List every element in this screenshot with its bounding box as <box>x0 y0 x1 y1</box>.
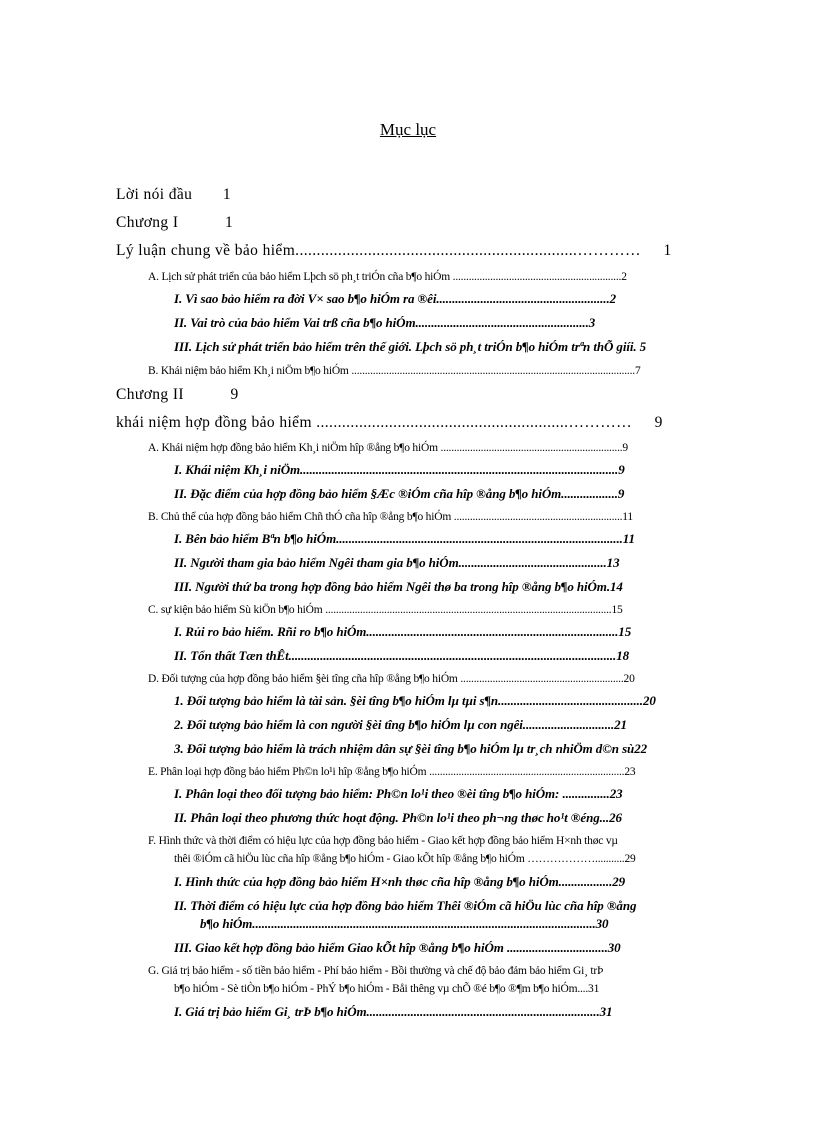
entry-page: 15 <box>618 624 632 639</box>
entry-page: 2 <box>621 271 627 283</box>
entry-dots: ................................ <box>506 940 608 955</box>
entry-text-cont: b¶o hiÓm - Sè tiÒn b¶o hiÓm - PhÝ b¶o hiÓm - Båi thêng vµ chÕ ®é b¶o ®¶m b¶o hiÓm <box>174 983 578 995</box>
entry-page: 23 <box>609 786 623 801</box>
entry-page: 1 <box>225 214 234 231</box>
toc-entry-2-b-iii[interactable] <box>174 578 774 596</box>
toc-entry-2-f-ii-cont[interactable] <box>200 915 768 933</box>
entry-text: II. Người tham gia bảo hiểm Ngêi tham gia b¶o hiÓm <box>174 555 459 570</box>
toc-entry-2-c-i[interactable] <box>174 623 774 641</box>
entry-page: 9 <box>617 486 625 501</box>
entry-page: 15 <box>611 604 623 616</box>
toc-entry-2-e-ii[interactable] <box>174 809 774 827</box>
entry-page: 13 <box>606 555 620 570</box>
entry-page: 9 <box>622 442 628 454</box>
entry-page: 31 <box>599 1004 613 1019</box>
entry-text: F. Hình thức và thời điểm có hiệu lực của hợp đồng bảo hiểm - Giao kết hợp đồng bảo hiểm H×nh thøc vµ <box>148 835 618 847</box>
entry-page: 21 <box>614 717 627 732</box>
entry-text: II. Đặc điểm của hợp đồng bảo hiểm §Æc ®iÓm cña hîp ®ång b¶o hiÓm <box>174 486 562 501</box>
toc-entry-2-f-iii[interactable] <box>174 939 774 957</box>
entry-dots: .... <box>577 983 589 995</box>
entry-dots: ............... <box>562 786 610 801</box>
entry-page: 23 <box>624 766 636 778</box>
entry-text: I. Vì sao bảo hiểm ra đời V× sao b¶o hiÓm ra ®êi <box>174 291 437 306</box>
entry-text: II. Thời điểm có hiệu lực của hợp đồng bảo hiểm Thêi ®iÓm cã hiÖu lùc cña hîp ®ång <box>174 898 637 913</box>
entry-text-cont: b¶o hiÓm <box>200 916 253 931</box>
entry-text: 1. Đối tượng bảo hiểm là tài sản. §èi tîng b¶o hiÓm lµ tµi s¶n. <box>174 693 502 708</box>
entry-dots: ............................................... <box>458 555 607 570</box>
entry-dots: ............................................................. <box>460 673 624 685</box>
entry-text: D. Đối tượng của hợp đồng bảo hiểm §èi tîng cña hîp ®ång b¶o hiÓm <box>148 673 458 685</box>
entry-dots: ................................................................................ <box>366 624 619 639</box>
entry-text: I. Bên bảo hiểm Bªn b¶o hiÓm <box>174 531 337 546</box>
entry-page: 14 <box>609 579 623 594</box>
toc-entry-2-f-ii[interactable] <box>174 897 774 915</box>
toc-entry-2-section-g[interactable] <box>148 962 788 980</box>
toc-entry-2-section-c[interactable] <box>148 601 770 619</box>
toc-entry-section-a[interactable] <box>148 268 770 286</box>
entry-dots: ...........................................................………… <box>316 414 633 431</box>
entry-text: Chương II <box>116 386 184 403</box>
toc-entry-2-d-1[interactable] <box>174 692 774 710</box>
entry-text: II. Vai trò của bảo hiểm Vai trß cña b¶o hiÓm <box>174 315 416 330</box>
entry-page: 30 <box>607 940 621 955</box>
entry-text: III. Lịch sử phát triển bảo hiểm trên thế giới. Lþch sö ph¸t triÓn b¶o hiÓm trªn thÕ giíi. 5 <box>174 339 647 354</box>
entry-dots: ............................................................................................................. <box>252 916 596 931</box>
entry-dots: ....................................................... <box>436 291 610 306</box>
entry-dots: .................................................................... <box>440 442 623 454</box>
toc-entry-2-f-i[interactable] <box>174 873 774 891</box>
entry-text: Lời nói đầu <box>116 186 193 203</box>
toc-entry-2-d-2[interactable] <box>174 716 774 734</box>
toc-entry-2-section-b[interactable] <box>148 508 770 526</box>
toc-entry-preface[interactable] <box>116 186 766 204</box>
entry-text: Chương I <box>116 214 179 231</box>
entry-text: B. Khái niệm bảo hiểm Kh¸i niÖm b¶o hiÓm <box>148 365 349 377</box>
toc-entry-2-e-i[interactable] <box>174 785 774 803</box>
entry-page: 31 <box>588 983 600 995</box>
entry-text: 2. Đối tượng bảo hiểm là con người §èi tîng b¶o hiÓm lµ con ngêi <box>174 717 523 732</box>
toc-entry-chapter-2-title[interactable] <box>116 414 766 432</box>
entry-text: I. Rủi ro bảo hiểm. Rñi ro b¶o hiÓm <box>174 624 367 639</box>
entry-dots: .. <box>602 810 610 825</box>
toc-entry-chapter-2[interactable] <box>116 386 766 404</box>
toc-title: Mục lục <box>379 120 437 139</box>
toc-entry-2-b-ii[interactable] <box>174 554 774 572</box>
toc-entry-2-d-3[interactable] <box>174 740 814 758</box>
entry-text: I. Giá trị bảo hiểm Gi¸ trÞ b¶o hiÓm <box>174 1004 367 1019</box>
entry-page: 26 <box>609 810 622 825</box>
toc-entry-2-g-i[interactable] <box>174 1003 774 1021</box>
toc-entry-2-section-f-cont[interactable] <box>174 850 768 868</box>
entry-page: 11 <box>622 511 633 523</box>
entry-page: 20 <box>623 673 635 685</box>
entry-text: I. Khái niệm Kh¸i niÖm <box>174 462 301 477</box>
entry-text: B. Chủ thể của hợp đồng bảo hiểm Chñ thÓ cña hîp ®ång b¶o hiÓm <box>148 511 452 523</box>
entry-text: A. Khái niệm hợp đồng bảo hiểm Kh¸i niÖm hîp ®ång b¶o hiÓm <box>148 442 438 454</box>
toc-entry-2-section-g-cont[interactable] <box>174 980 774 998</box>
entry-dots: .......................................................................................................... <box>351 365 635 377</box>
entry-page: 9 <box>654 414 663 431</box>
entry-page: 2 <box>609 291 617 306</box>
entry-text: III. Người thứ ba trong hợp đồng bảo hiểm Ngêi thø ba trong hîp ®ång b¶o hiÓm. <box>174 579 610 594</box>
entry-dots: ..................................................................................................... <box>300 462 619 477</box>
entry-dots: .......................................................................... <box>366 1004 600 1019</box>
toc-entry-chapter-1[interactable] <box>116 214 766 232</box>
entry-text: Lý luận chung về bảo hiểm <box>116 242 296 259</box>
entry-text-cont: thêi ®iÓm cã hiÖu lùc cña hîp ®ång b¶o hiÓm - Giao kÕt hîp ®ång b¶o hiÓm <box>174 853 525 865</box>
entry-text: khái niệm hợp đồng bảo hiểm <box>116 414 312 431</box>
entry-dots: ................. <box>558 874 613 889</box>
entry-page: 22 <box>634 741 647 756</box>
toc-entry-2-section-a[interactable] <box>148 439 770 457</box>
entry-text: II. Phân loại theo phương thức hoạt động. Ph©n lo¹i theo ph¬ng thøc ho¹t ®éng. <box>174 810 603 825</box>
entry-page: 9 <box>230 386 239 403</box>
entry-dots: ............................. <box>522 717 615 732</box>
entry-text: 3. Đối tượng bảo hiểm là trách nhiệm dân sự §èi tîng b¶o hiÓm lµ tr¸ch nhiÖm d©n sù <box>174 741 635 756</box>
entry-page: 3 <box>588 315 596 330</box>
entry-dots: ....................................................... <box>415 315 589 330</box>
entry-text: C. sự kiện bảo hiểm Sù kiÖn b¶o hiÓm <box>148 604 323 616</box>
toc-entry-1-a-i[interactable] <box>174 290 774 308</box>
entry-page: 18 <box>616 648 629 663</box>
entry-page: 7 <box>634 365 641 377</box>
entry-text: E. Phân loại hợp đồng bảo hiểm Ph©n lo¹i hîp ®ång b¶o hiÓm <box>148 766 427 778</box>
entry-dots: ..................................................................………… <box>295 242 641 259</box>
entry-page: 1 <box>663 242 672 259</box>
toc-entry-section-b[interactable] <box>148 362 770 380</box>
entry-text: I. Hình thức của hợp đồng bảo hiểm H×nh thøc cña hîp ®ång b¶o hiÓm <box>174 874 559 889</box>
toc-entry-2-a-ii[interactable] <box>174 485 774 503</box>
entry-text: I. Phân loại theo đối tượng bảo hiểm: Ph©n lo¹i theo ®èi tîng b¶o hiÓm: <box>174 786 560 801</box>
entry-dots: ………………........... <box>527 853 625 865</box>
entry-text: G. Giá trị bảo hiểm - số tiền bảo hiểm - Phí bảo hiểm - Bồi thường và chế độ bảo đảm bảo hiểm Gi¸ trÞ <box>148 965 604 977</box>
toc-entry-2-section-e[interactable] <box>148 763 770 781</box>
entry-dots: ............................................. <box>501 693 643 708</box>
entry-dots: ........................................................................................................ <box>288 648 617 663</box>
toc-entry-2-c-ii[interactable] <box>174 647 774 665</box>
entry-dots: ......................................................................... <box>429 766 625 778</box>
toc-entry-1-a-ii[interactable] <box>174 314 774 332</box>
entry-text: A. Lịch sử phát triển của bảo hiểm Lþch sö ph¸t triÓn cña b¶o hiÓm <box>148 271 450 283</box>
entry-dots: ............................................................... <box>452 271 622 283</box>
entry-page: 30 <box>595 916 609 931</box>
entry-page: 29 <box>624 853 636 865</box>
entry-text: II. Tổn thất Tæn thÊt <box>174 648 289 663</box>
entry-dots: ............................................................... <box>453 511 623 523</box>
toc-entry-1-a-iii[interactable] <box>174 338 814 356</box>
entry-page: 20 <box>642 693 656 708</box>
entry-dots: ........................................................................................... <box>336 531 623 546</box>
toc-entry-2-section-d[interactable] <box>148 670 770 688</box>
entry-page: 11 <box>622 531 635 546</box>
entry-page: 9 <box>618 462 625 477</box>
entry-dots: ........................................................................................................... <box>325 604 612 616</box>
entry-text: III. Giao kết hợp đồng bảo hiểm Giao kÕt hîp ®ång b¶o hiÓm <box>174 940 504 955</box>
entry-page: 29 <box>612 874 626 889</box>
toc-entry-2-section-f[interactable] <box>148 832 788 850</box>
toc-entry-chapter-1-title[interactable] <box>116 242 766 260</box>
toc-entry-2-b-i[interactable] <box>174 530 774 548</box>
toc-entry-2-a-i[interactable] <box>174 461 774 479</box>
entry-dots: .................. <box>561 486 618 501</box>
entry-page: 1 <box>222 186 232 203</box>
